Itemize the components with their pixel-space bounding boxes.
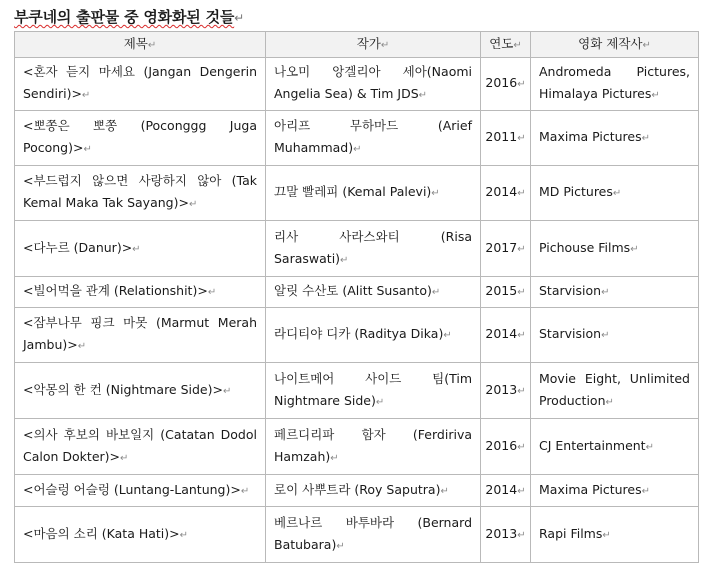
cell-studio: Maxima Pictures↵ xyxy=(531,475,699,507)
header-cell-studio: 영화 제작사↵ xyxy=(531,32,699,58)
cell-studio: CJ Entertainment↵ xyxy=(531,419,699,475)
cell-title: <빌어먹을 관계 (Relationshit)>↵ xyxy=(15,277,266,308)
table-row xyxy=(15,277,699,308)
heading-text: 부쿠네의 출판물 중 영화화된 것들 xyxy=(14,8,235,26)
cell-title: <뽀쫑은 뽀쫑 (Poconggg Juga Pocong)>↵ xyxy=(15,111,266,166)
cell-title: <부드럽지 않으면 사랑하지 않아 (Tak Kemal Maka Tak Sayang)>↵ xyxy=(15,166,266,221)
cell-title: <잠부나무 핑크 마못 (Marmut Merah Jambu)>↵ xyxy=(15,308,266,363)
adaptations-table xyxy=(14,31,699,563)
cell-author: 나이트메어 사이드 팀(Tim Nightmare Side)↵ xyxy=(266,363,481,419)
cell-author: 라디티야 디카 (Raditya Dika)↵ xyxy=(266,308,481,363)
cell-year: 2016↵ xyxy=(481,58,531,111)
table-row xyxy=(15,111,699,166)
cell-year: 2017↵ xyxy=(481,221,531,277)
cell-studio: MD Pictures↵ xyxy=(531,166,699,221)
table-header-row xyxy=(15,32,699,58)
cell-year: 2014↵ xyxy=(481,308,531,363)
cell-author: 나오미 앙겔리아 세아(Naomi Angelia Sea) & Tim JDS↵ xyxy=(266,58,481,111)
table-row xyxy=(15,308,699,363)
table-row xyxy=(15,221,699,277)
cell-author: 알릿 수산토 (Alitt Susanto)↵ xyxy=(266,277,481,308)
table-row xyxy=(15,58,699,111)
cell-title: <마음의 소리 (Kata Hati)>↵ xyxy=(15,507,266,563)
table-row xyxy=(15,475,699,507)
cell-year: 2013↵ xyxy=(481,507,531,563)
header-cell-title: 제목↵ xyxy=(15,32,266,58)
cell-year: 2011↵ xyxy=(481,111,531,166)
table-row xyxy=(15,507,699,563)
header-cell-year: 연도↵ xyxy=(481,32,531,58)
table-row xyxy=(15,166,699,221)
cell-author: 리사 사라스와티 (Risa Saraswati)↵ xyxy=(266,221,481,277)
cell-title: <어슬렁 어슬렁 (Luntang-Lantung)>↵ xyxy=(15,475,266,507)
cell-studio: Maxima Pictures↵ xyxy=(531,111,699,166)
table-row xyxy=(15,419,699,475)
header-cell-author: 작가↵ xyxy=(266,32,481,58)
heading-paragraph-mark: ↵ xyxy=(234,11,245,25)
table-row xyxy=(15,363,699,419)
cell-author: 아리프 무하마드 (Arief Muhammad)↵ xyxy=(266,111,481,166)
cell-title: <의사 후보의 바보일지 (Catatan Dodol Calon Dokter)>↵ xyxy=(15,419,266,475)
cell-year: 2013↵ xyxy=(481,363,531,419)
document-heading xyxy=(14,6,244,27)
cell-year: 2014↵ xyxy=(481,475,531,507)
cell-author: 끄말 빨레피 (Kemal Palevi)↵ xyxy=(266,166,481,221)
cell-author: 베르나르 바투바라 (Bernard Batubara)↵ xyxy=(266,507,481,563)
cell-studio: Movie Eight, Unlimited Production↵ xyxy=(531,363,699,419)
cell-year: 2016↵ xyxy=(481,419,531,475)
cell-studio: Pichouse Films↵ xyxy=(531,221,699,277)
cell-studio: Andromeda Pictures, Himalaya Pictures↵ xyxy=(531,58,699,111)
cell-title: <다누르 (Danur)>↵ xyxy=(15,221,266,277)
cell-studio: Rapi Films↵ xyxy=(531,507,699,563)
cell-year: 2015↵ xyxy=(481,277,531,308)
cell-title: <혼자 듣지 마세요 (Jangan Dengerin Sendiri)>↵ xyxy=(15,58,266,111)
cell-author: 로이 사뿌트라 (Roy Saputra)↵ xyxy=(266,475,481,507)
cell-title: <악몽의 한 컨 (Nightmare Side)>↵ xyxy=(15,363,266,419)
cell-studio: Starvision↵ xyxy=(531,308,699,363)
cell-year: 2014↵ xyxy=(481,166,531,221)
cell-author: 페르디리파 함자 (Ferdiriva Hamzah)↵ xyxy=(266,419,481,475)
cell-studio: Starvision↵ xyxy=(531,277,699,308)
